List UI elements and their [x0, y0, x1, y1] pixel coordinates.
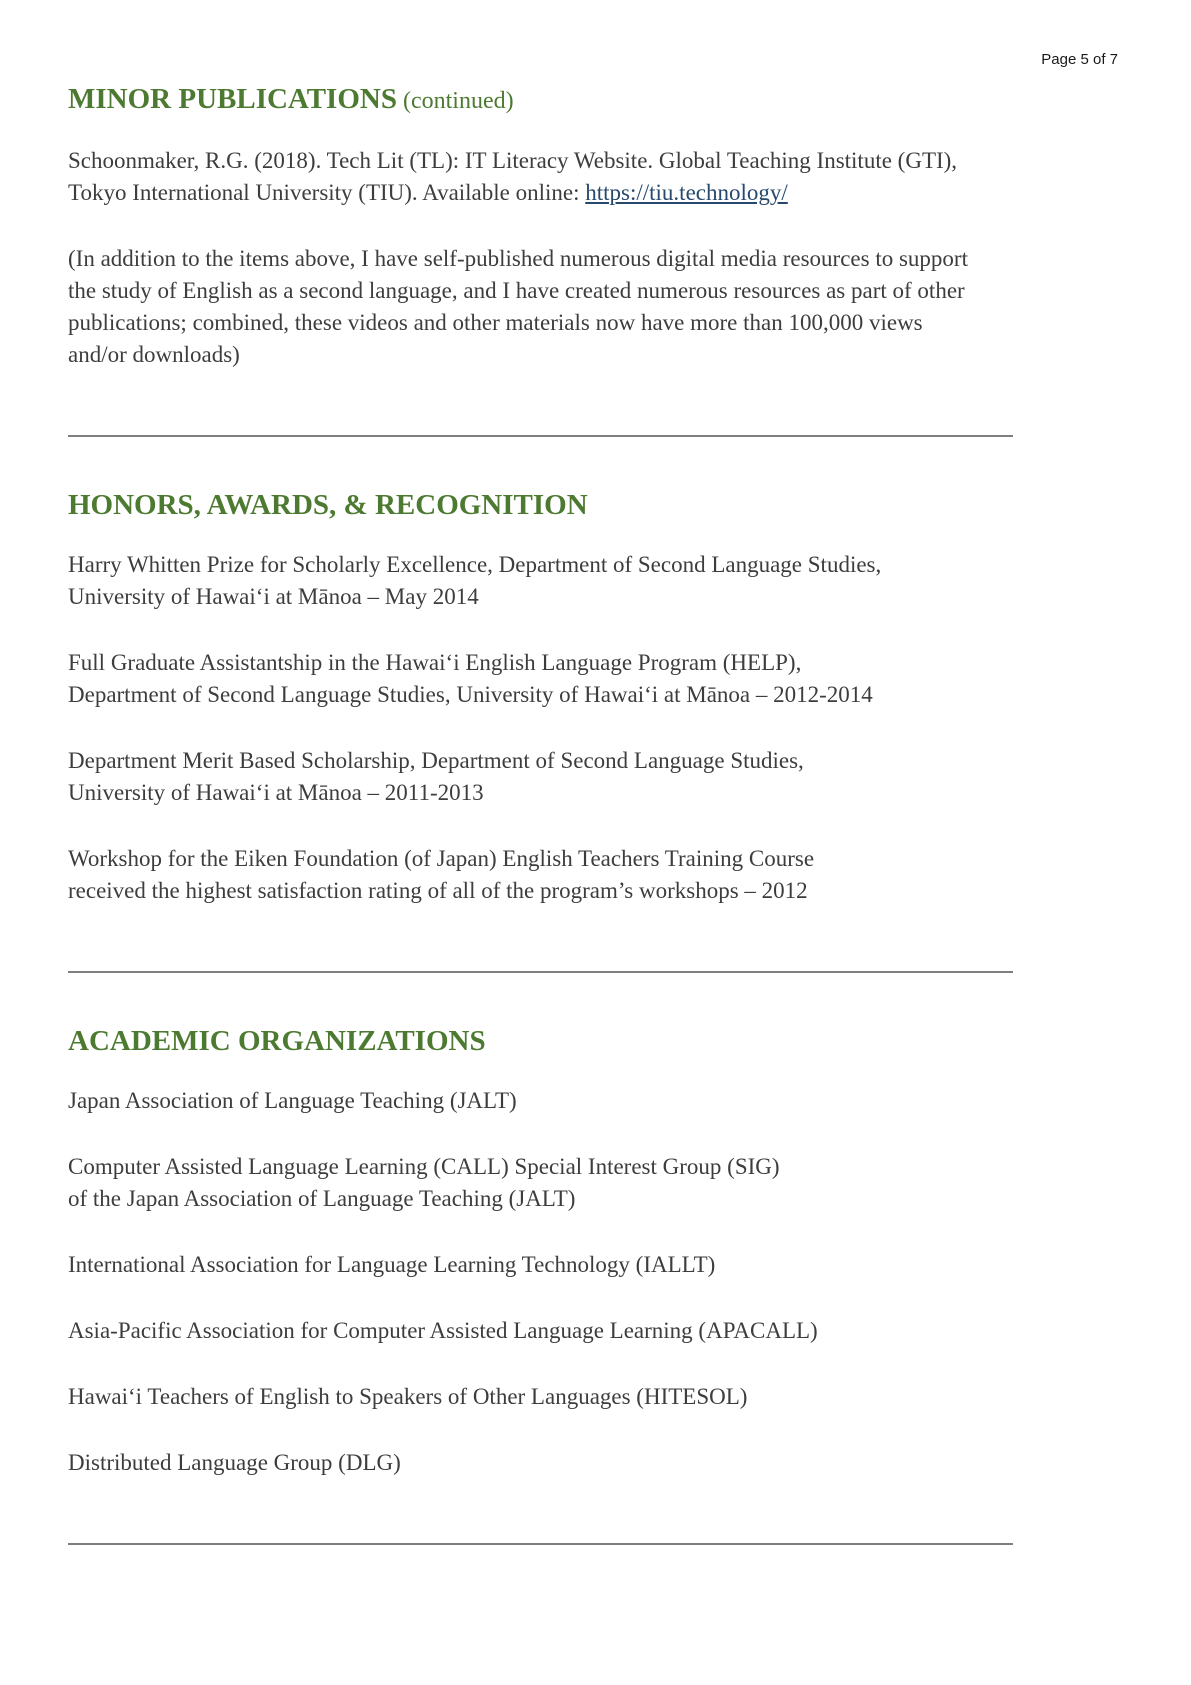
text-line: of the Japan Association of Language Teaching (JALT) — [68, 1186, 576, 1211]
text-line: Asia-Pacific Association for Computer Assisted Language Learning (APACALL) — [68, 1318, 818, 1343]
text-line: Distributed Language Group (DLG) — [68, 1450, 401, 1475]
text-line: (In addition to the items above, I have self-published numerous digital media resources to support — [68, 246, 968, 271]
text-line: Department Merit Based Scholarship, Department of Second Language Studies, — [68, 748, 804, 773]
text-line: Japan Association of Language Teaching (JALT) — [68, 1088, 517, 1113]
text-line: publications; combined, these videos and other materials now have more than 100,000 views — [68, 310, 923, 335]
section-heading-text: HONORS, AWARDS, & RECOGNITION — [68, 489, 588, 521]
section-heading-text: ACADEMIC ORGANIZATIONS — [68, 1025, 486, 1057]
paragraph — [68, 647, 1124, 711]
text-line: received the highest satisfaction rating of all of the program’s workshops – 2012 — [68, 878, 808, 903]
section-divider — [68, 1543, 1013, 1545]
section-heading-suffix: (continued) — [396, 88, 514, 114]
paragraph — [68, 549, 1124, 613]
text-line: Schoonmaker, R.G. (2018). Tech Lit (TL): IT Literacy Website. Global Teaching Institute (GTI), — [68, 148, 958, 173]
section-divider — [68, 971, 1013, 973]
paragraph — [68, 745, 1124, 809]
text-line: Computer Assisted Language Learning (CALL) Special Interest Group (SIG) — [68, 1154, 780, 1179]
section-heading — [68, 487, 1124, 523]
text-line-prefix: Tokyo International University (TIU). Available online: — [68, 180, 586, 205]
text-line: Hawaiʻi Teachers of English to Speakers of Other Languages (HITESOL) — [68, 1384, 748, 1409]
section-divider — [68, 435, 1013, 437]
text-line: University of Hawaiʻi at Mānoa – May 2014 — [68, 584, 479, 609]
paragraph — [68, 1085, 1124, 1117]
text-line: and/or downloads) — [68, 342, 240, 367]
text-line: the study of English as a second language, and I have created numerous resources as part of other — [68, 278, 965, 303]
paragraph — [68, 1249, 1124, 1281]
paragraph — [68, 243, 1124, 371]
text-line: Department of Second Language Studies, University of Hawaiʻi at Mānoa – 2012-2014 — [68, 682, 873, 707]
text-line — [68, 177, 1124, 209]
hyperlink[interactable]: https://tiu.technology/ — [585, 180, 788, 205]
paragraph — [68, 1151, 1124, 1215]
section-heading-text: MINOR PUBLICATIONS — [68, 83, 397, 115]
text-line: Harry Whitten Prize for Scholarly Excellence, Department of Second Language Studies, — [68, 552, 882, 577]
text-line: Full Graduate Assistantship in the Hawaiʻi English Language Program (HELP), — [68, 650, 802, 675]
paragraph — [68, 843, 1124, 907]
text-line: International Association for Language Learning Technology (IALLT) — [68, 1252, 716, 1277]
paragraph — [68, 1447, 1124, 1479]
paragraph — [68, 1381, 1124, 1413]
text-line: University of Hawaiʻi at Mānoa – 2011-2013 — [68, 780, 484, 805]
doc-content — [68, 81, 1124, 1595]
paragraph — [68, 145, 1124, 209]
paragraph — [68, 1315, 1124, 1347]
section-heading — [68, 1023, 1124, 1059]
page-number: Page 5 of 7 — [1041, 51, 1118, 68]
text-line: Workshop for the Eiken Foundation (of Japan) English Teachers Training Course — [68, 846, 815, 871]
section-heading — [68, 81, 1124, 119]
